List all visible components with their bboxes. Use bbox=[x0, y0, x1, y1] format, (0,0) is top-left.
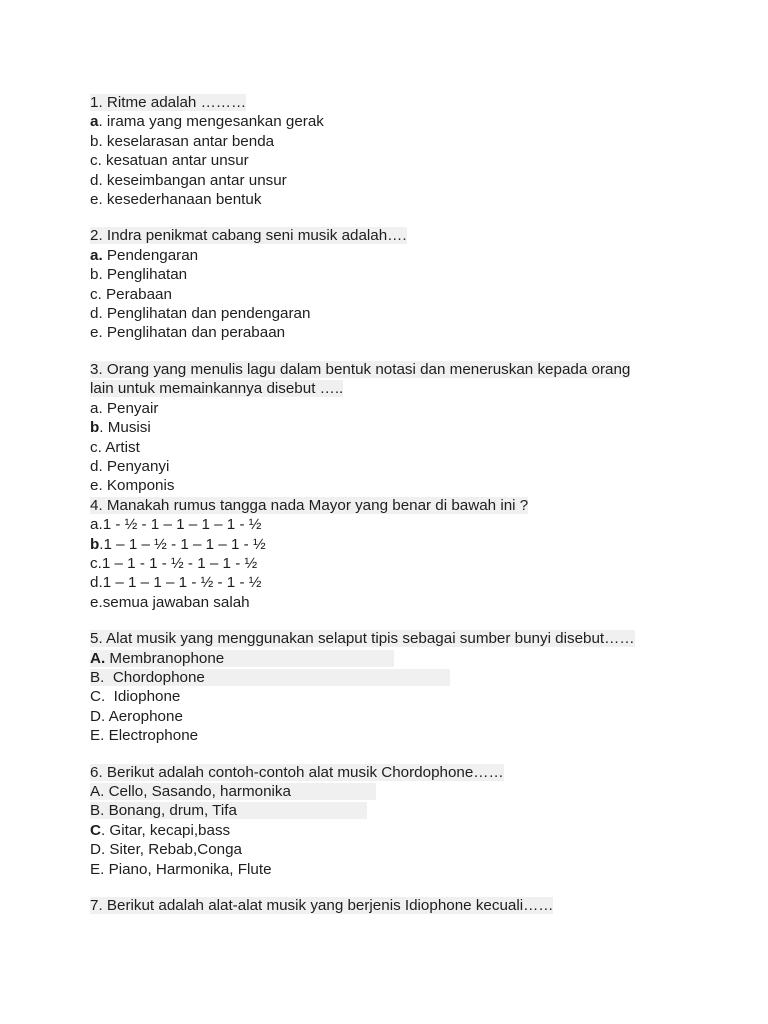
question-1 bbox=[90, 93, 690, 209]
option-e: e. Penglihatan dan perabaan bbox=[90, 324, 286, 342]
option-c: c. Perabaan bbox=[90, 285, 172, 303]
option-c: c.1 – 1 - 1 - ½ - 1 – 1 - ½ bbox=[90, 554, 258, 572]
option-d: d.1 – 1 – 1 – 1 - ½ - 1 - ½ bbox=[90, 574, 262, 592]
option-c: C. Idiophone bbox=[90, 688, 181, 706]
question-stem-line-1: 3. Orang yang menulis lagu dalam bentuk notasi dan meneruskan kepada orang bbox=[90, 360, 631, 378]
question-stem: 4. Manakah rumus tangga nada Mayor yang benar di bawah ini ? bbox=[90, 496, 529, 514]
option-d: D. Siter, Rebab,Conga bbox=[90, 841, 242, 859]
option-e: e. kesederhanaan bentuk bbox=[90, 191, 262, 209]
option-d: D. Aerophone bbox=[90, 707, 183, 725]
option-b: b. Penglihatan bbox=[90, 266, 188, 284]
option-a: A. Membranophone bbox=[90, 649, 690, 668]
option-c: C. Gitar, kecapi,bass bbox=[90, 821, 231, 839]
option-e: E. Piano, Harmonika, Flute bbox=[90, 860, 272, 878]
option-d: d. Penglihatan dan pendengaran bbox=[90, 305, 311, 323]
question-stem: 2. Indra penikmat cabang seni musik adalah…. bbox=[90, 227, 407, 245]
question-stem-line-2: lain untuk memainkannya disebut ….. bbox=[90, 380, 344, 398]
option-e: E. Electrophone bbox=[90, 727, 199, 745]
question-4 bbox=[90, 496, 690, 612]
option-c: c. kesatuan antar unsur bbox=[90, 152, 249, 170]
option-b: B. Chordophone bbox=[90, 668, 690, 687]
option-a: a. Penyair bbox=[90, 399, 159, 417]
option-e: e. Komponis bbox=[90, 477, 175, 495]
option-e: e.semua jawaban salah bbox=[90, 593, 250, 611]
question-stem: 1. Ritme adalah ……… bbox=[90, 94, 247, 111]
question-stem: 5. Alat musik yang menggunakan selaput tipis sebagai sumber bunyi disebut…… bbox=[90, 630, 635, 648]
option-d: d. keseimbangan antar unsur bbox=[90, 171, 287, 189]
question-3 bbox=[90, 360, 690, 496]
option-a: a. irama yang mengesankan gerak bbox=[90, 113, 324, 131]
option-a: a.1 - ½ - 1 – 1 – 1 – 1 - ½ bbox=[90, 516, 262, 534]
option-a: A. Cello, Sasando, harmonika bbox=[90, 782, 690, 801]
question-7 bbox=[90, 896, 690, 915]
question-stem: 7. Berikut adalah alat-alat musik yang berjenis Idiophone kecuali…… bbox=[90, 897, 554, 915]
option-a: a. Pendengaran bbox=[90, 246, 199, 264]
question-5 bbox=[90, 629, 690, 745]
question-stem: 6. Berikut adalah contoh-contoh alat musik Chordophone…… bbox=[90, 763, 504, 781]
option-c: c. Artist bbox=[90, 438, 140, 456]
question-6 bbox=[90, 763, 690, 879]
option-d: d. Penyanyi bbox=[90, 457, 170, 475]
option-b: b.1 – 1 – ½ - 1 – 1 – 1 - ½ bbox=[90, 535, 266, 553]
quiz-document bbox=[90, 93, 690, 932]
question-2 bbox=[90, 226, 690, 342]
option-b: b. keselarasan antar benda bbox=[90, 132, 275, 150]
option-b: b. Musisi bbox=[90, 419, 151, 437]
option-b: B. Bonang, drum, Tifa bbox=[90, 801, 690, 820]
